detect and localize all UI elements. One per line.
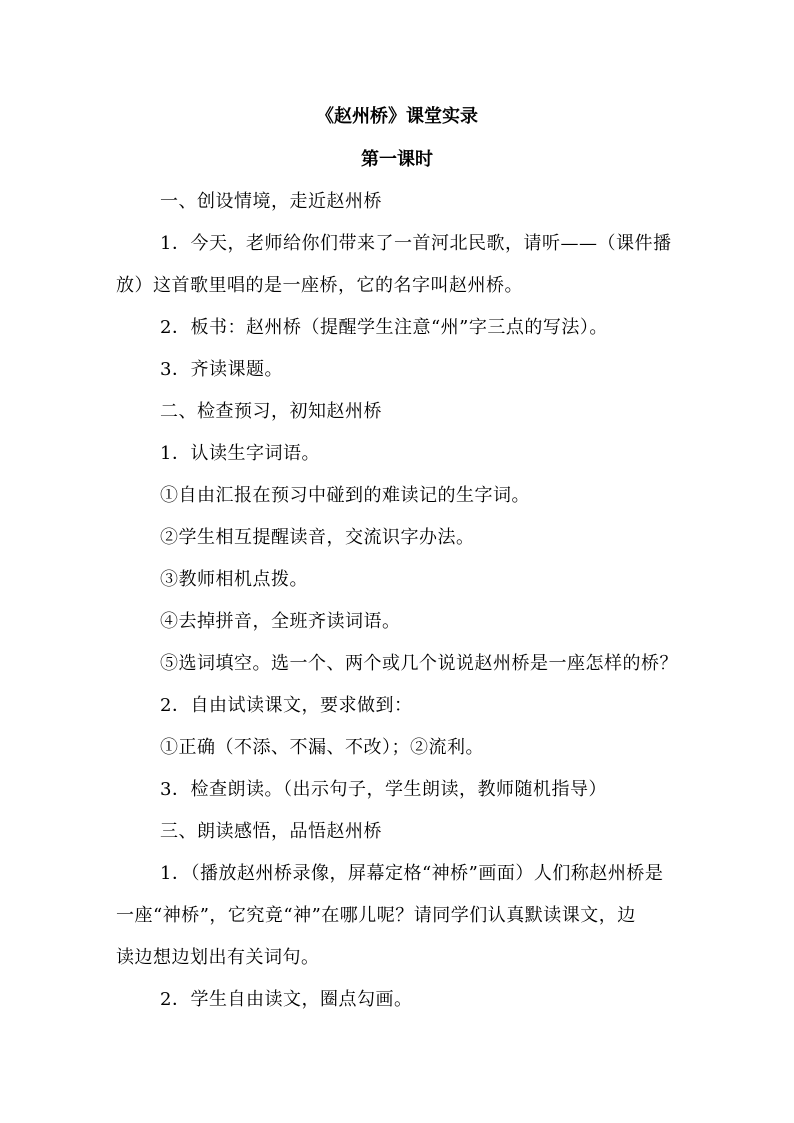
paragraph-line: ①正确（不添、不漏、不改）；②流利。 bbox=[160, 737, 484, 758]
paragraph-line: 1．（播放赵州桥录像，屏幕定格“神桥”画面）人们称赵州桥是 bbox=[160, 863, 664, 884]
paragraph-line: 2．自由试读课文，要求做到： bbox=[160, 695, 413, 716]
paragraph-line: ①自由汇报在预习中碰到的难读记的生字词。 bbox=[160, 485, 530, 506]
paragraph-line: 读边想边划出有关词句。 bbox=[116, 947, 320, 968]
paragraph-line: 3．齐读课题。 bbox=[160, 359, 283, 380]
paragraph-line: 1．认读生字词语。 bbox=[160, 443, 320, 464]
paragraph-line: 放）这首歌里唱的是一座桥，它的名字叫赵州桥。 bbox=[116, 275, 523, 296]
paragraph-line: 2．板书：赵州桥（提醒学生注意“州”字三点的写法）。 bbox=[160, 317, 608, 338]
paragraph-line: ③教师相机点拨。 bbox=[160, 569, 308, 590]
document-subtitle: 第一课时 bbox=[361, 149, 433, 170]
paragraph-line: 一座“神桥”，它究竟“神”在哪儿呢？请同学们认真默读课文，边 bbox=[116, 905, 636, 926]
document-title: 《赵州桥》课堂实录 bbox=[316, 106, 478, 127]
paragraph-line: 1．今天，老师给你们带来了一首河北民歌，请听——（课件播 bbox=[160, 233, 672, 254]
section-heading: 三、朗读感悟，品悟赵州桥 bbox=[160, 821, 382, 842]
paragraph-line: ②学生相互提醒读音，交流识字办法。 bbox=[160, 527, 475, 548]
paragraph-line: 3．检查朗读。（出示句子，学生朗读，教师随机指导） bbox=[160, 779, 607, 800]
section-heading: 一、创设情境，走近赵州桥 bbox=[160, 191, 382, 212]
paragraph-line: ④去掉拼音，全班齐读词语。 bbox=[160, 611, 401, 632]
paragraph-line: 2．学生自由读文，圈点勾画。 bbox=[160, 989, 413, 1010]
paragraph-line: ⑤选词填空。选一个、两个或几个说说赵州桥是一座怎样的桥？ bbox=[160, 653, 678, 674]
section-heading: 二、检查预习，初知赵州桥 bbox=[160, 401, 382, 422]
